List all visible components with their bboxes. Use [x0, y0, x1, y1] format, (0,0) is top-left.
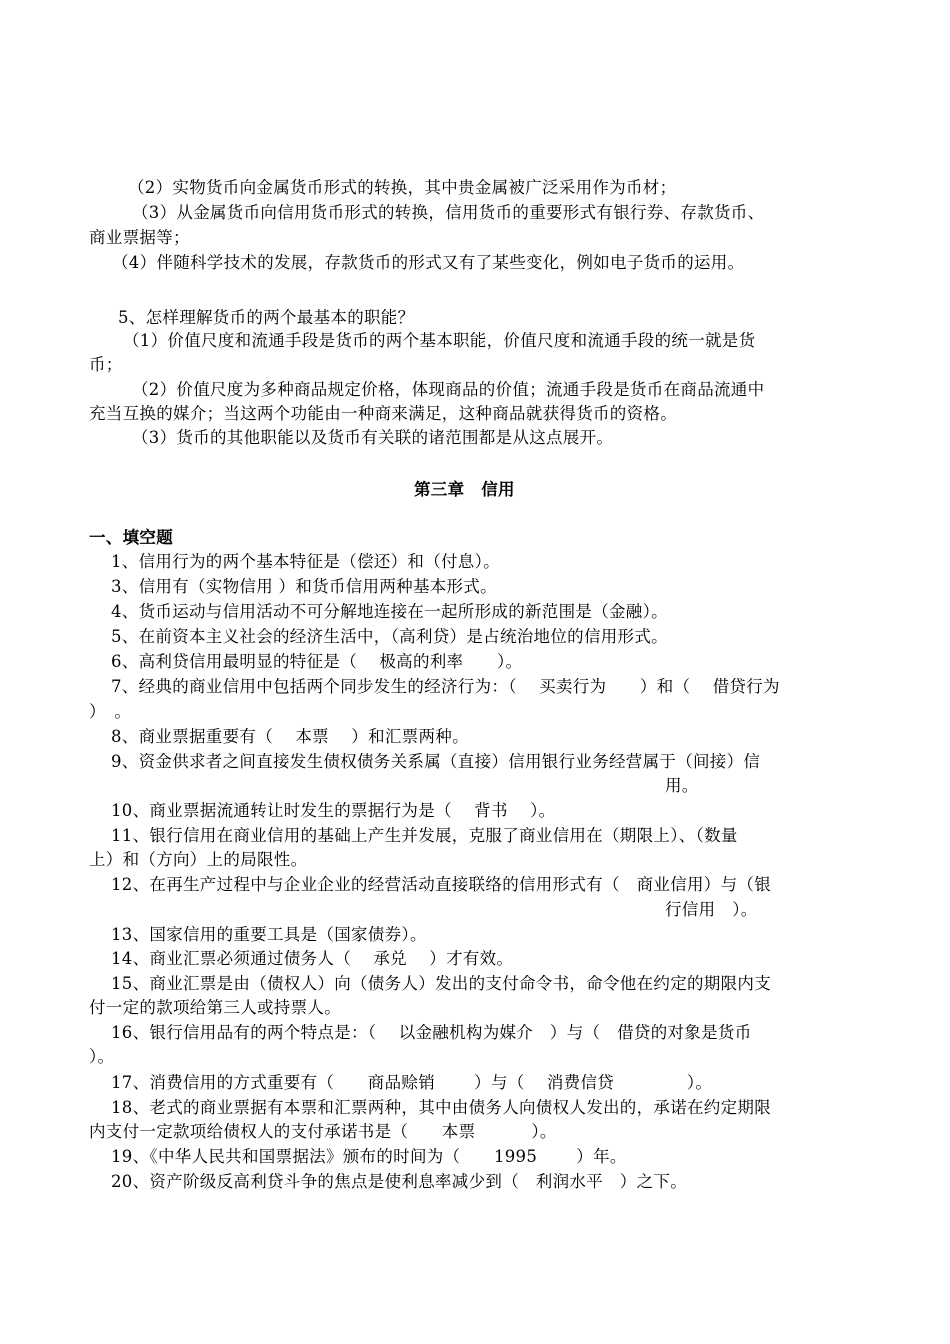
question-item-continued: 内支付一定款项给债权人的支付承诺书是（ 本票 ）。 — [89, 1122, 557, 1141]
text-line: 币； — [89, 355, 123, 374]
text-line: （2）实物货币向金属货币形式的转换，其中贵金属被广泛采用作为币材； — [128, 178, 677, 197]
question-item: 12、在再生产过程中与企业企业的经营活动直接联络的信用形式有（ 商业信用）与（银 — [111, 875, 771, 894]
question-item: 17、消费信用的方式重要有（ 商品赊销 ）与（ 消费信贷 ）。 — [111, 1073, 713, 1092]
question-item: 9、资金供求者之间直接发生债权债务关系属（直接）信用银行业务经营属于（间接）信 — [111, 752, 761, 771]
question-heading: 5、怎样理解货币的两个最基本的职能？ — [118, 308, 415, 327]
question-item: 20、资产阶级反高利贷斗争的焦点是使利息率减少到（ 利润水平 ）之下。 — [111, 1172, 687, 1191]
question-item: 8、商业票据重要有（ 本票 ）和汇票两种。 — [111, 727, 469, 746]
text-line: （2）价值尺度为多种商品规定价格，体现商品的价值；流通手段是货币在商品流通中 — [132, 380, 765, 399]
text-line: 商业票据等； — [89, 228, 190, 247]
question-item: 18、老式的商业票据有本票和汇票两种，其中由债务人向债权人发出的，承诺在约定期限 — [111, 1098, 771, 1117]
question-item: 13、国家信用的重要工具是（国家债券）。 — [111, 925, 427, 944]
text-line: （3）从金属货币向信用货币形式的转换，信用货币的重要形式有银行券、存款货币、 — [132, 203, 765, 222]
question-item: 3、信用有（实物信用 ）和货币信用两种基本形式。 — [111, 577, 497, 596]
question-item: 15、商业汇票是由（债权人）向（债务人）发出的支付命令书，命令他在约定的期限内支 — [111, 974, 771, 993]
text-line: （4）伴随科学技术的发展，存款货币的形式又有了某些变化，例如电子货币的运用。 — [112, 253, 745, 272]
text-line: （3）货币的其他职能以及货币有关联的诸范围都是从这点展开。 — [132, 428, 614, 447]
question-item-continued: 用。 — [665, 776, 699, 795]
text-line: 充当互换的媒介；当这两个功能由一种商来满足，这种商品就获得货币的资格。 — [89, 404, 677, 423]
question-item-continued: 行信用 ）。 — [665, 900, 758, 919]
question-item-continued: 付一定的款项给第三人或持票人。 — [89, 998, 341, 1017]
question-item: 4、货币运动与信用活动不可分解地连接在一起所形成的新范围是（金融）。 — [111, 602, 668, 621]
question-item: 11、银行信用在商业信用的基础上产生并发展，克服了商业信用在（期限上）、（数量 — [111, 826, 738, 845]
question-item: 5、在前资本主义社会的经济生活中，（高利贷）是占统治地位的信用形式。 — [111, 627, 668, 646]
question-item: 14、商业汇票必须通过债务人（ 承兑 ）才有效。 — [111, 949, 514, 968]
text-line: （1）价值尺度和流通手段是货币的两个基本职能，价值尺度和流通手段的统一就是货 — [123, 331, 756, 350]
section-heading: 一、填空题 — [89, 528, 173, 547]
question-item-continued: 上）和（方向）上的局限性。 — [89, 850, 308, 869]
question-item-continued: ）。 — [89, 1047, 115, 1066]
question-item: 10、商业票据流通转让时发生的票据行为是（ 背书 ）。 — [111, 801, 556, 820]
question-item: 6、高利贷信用最明显的特征是（ 极高的利率 ）。 — [111, 652, 523, 671]
question-item: 19、《中华人民共和国票据法》颁布的时间为（ 1995 ）年。 — [111, 1147, 627, 1166]
question-item: 1、信用行为的两个基本特征是（偿还）和（付息）。 — [111, 552, 500, 571]
chapter-title: 第三章 信用 — [414, 480, 515, 499]
question-item: 7、经典的商业信用中包括两个同步发生的经济行为：（ 买卖行为 ）和（ 借贷行为 — [111, 677, 780, 696]
question-item: 16、银行信用品有的两个特点是：（ 以金融机构为媒介 ）与（ 借贷的对象是货币 — [111, 1023, 752, 1042]
question-item-continued: ） 。 — [89, 702, 132, 721]
